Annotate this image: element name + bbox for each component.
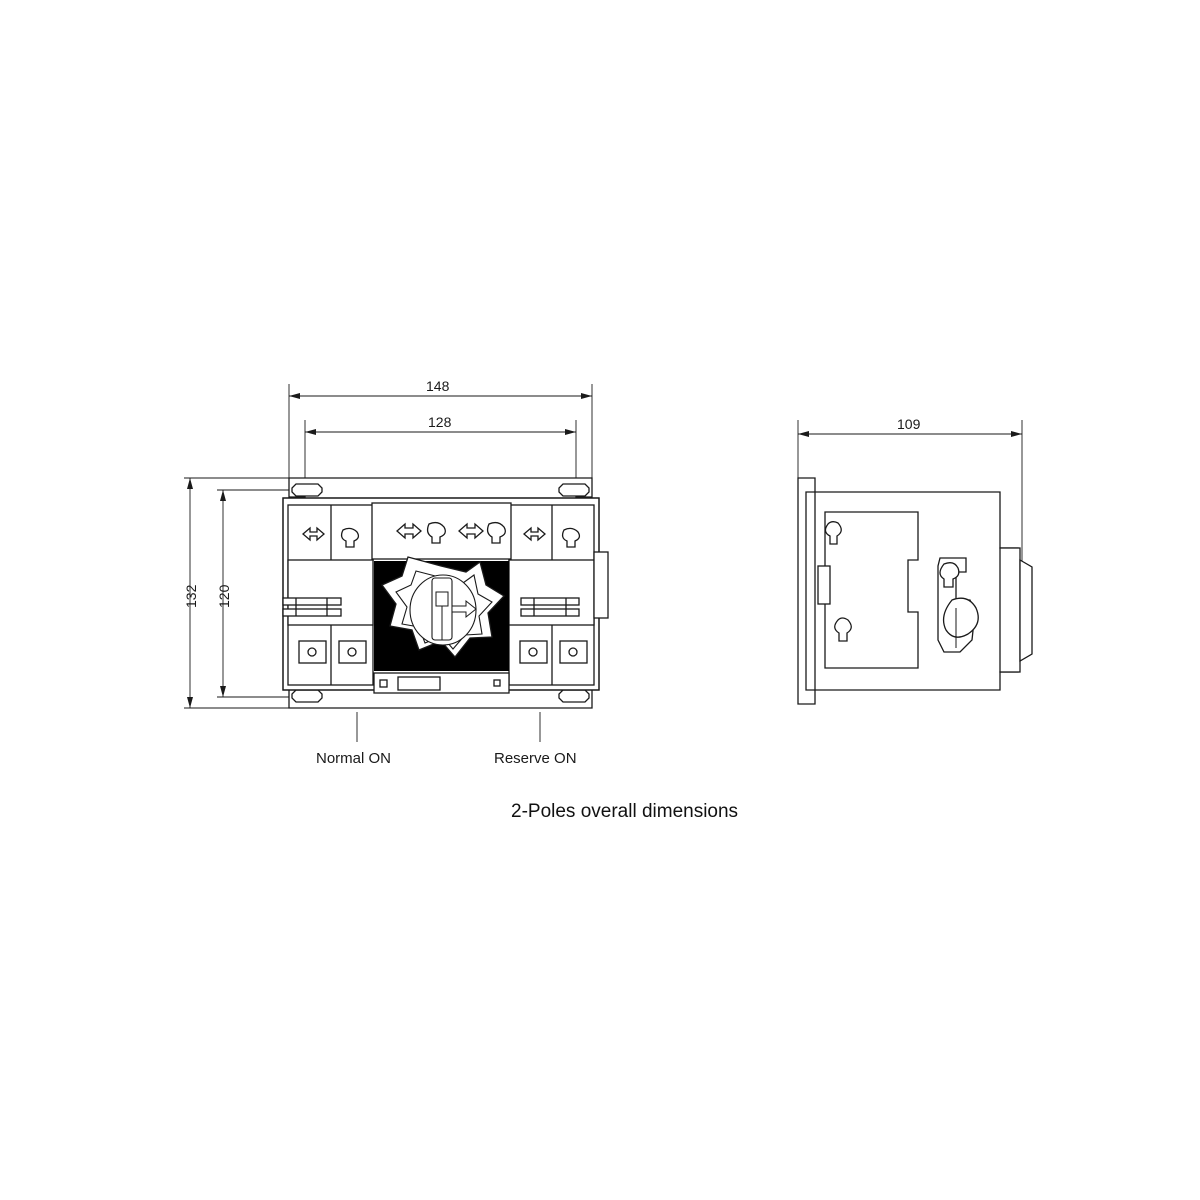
- mounting-slot-bottom-right: [559, 690, 589, 702]
- bottom-center-plate: [374, 673, 509, 693]
- dimension-label-109: 109: [897, 416, 921, 432]
- mounting-slot-bottom-left: [292, 690, 322, 702]
- central-knob-panel: [374, 557, 509, 671]
- dimension-label-132: 132: [183, 584, 199, 608]
- mounting-slot-top-right: [559, 484, 589, 496]
- state-label-normal-on: Normal ON: [316, 750, 392, 767]
- side-right-end-block: [1000, 548, 1032, 672]
- right-pole-block: [509, 505, 608, 685]
- side-inner-detail: [818, 512, 918, 668]
- mounting-slot-top-left: [292, 484, 322, 496]
- dimension-label-120: 120: [216, 584, 232, 608]
- dimension-label-128: 128: [428, 414, 452, 430]
- state-label-reserve-on: Reserve ON: [494, 750, 577, 767]
- dimension-label-148: 148: [426, 378, 450, 394]
- figure-caption: 2-Poles overall dimensions: [511, 801, 739, 822]
- left-pole-block: [283, 505, 373, 685]
- center-top-terminal-area: [372, 503, 511, 559]
- state-label-leaders: [357, 712, 540, 742]
